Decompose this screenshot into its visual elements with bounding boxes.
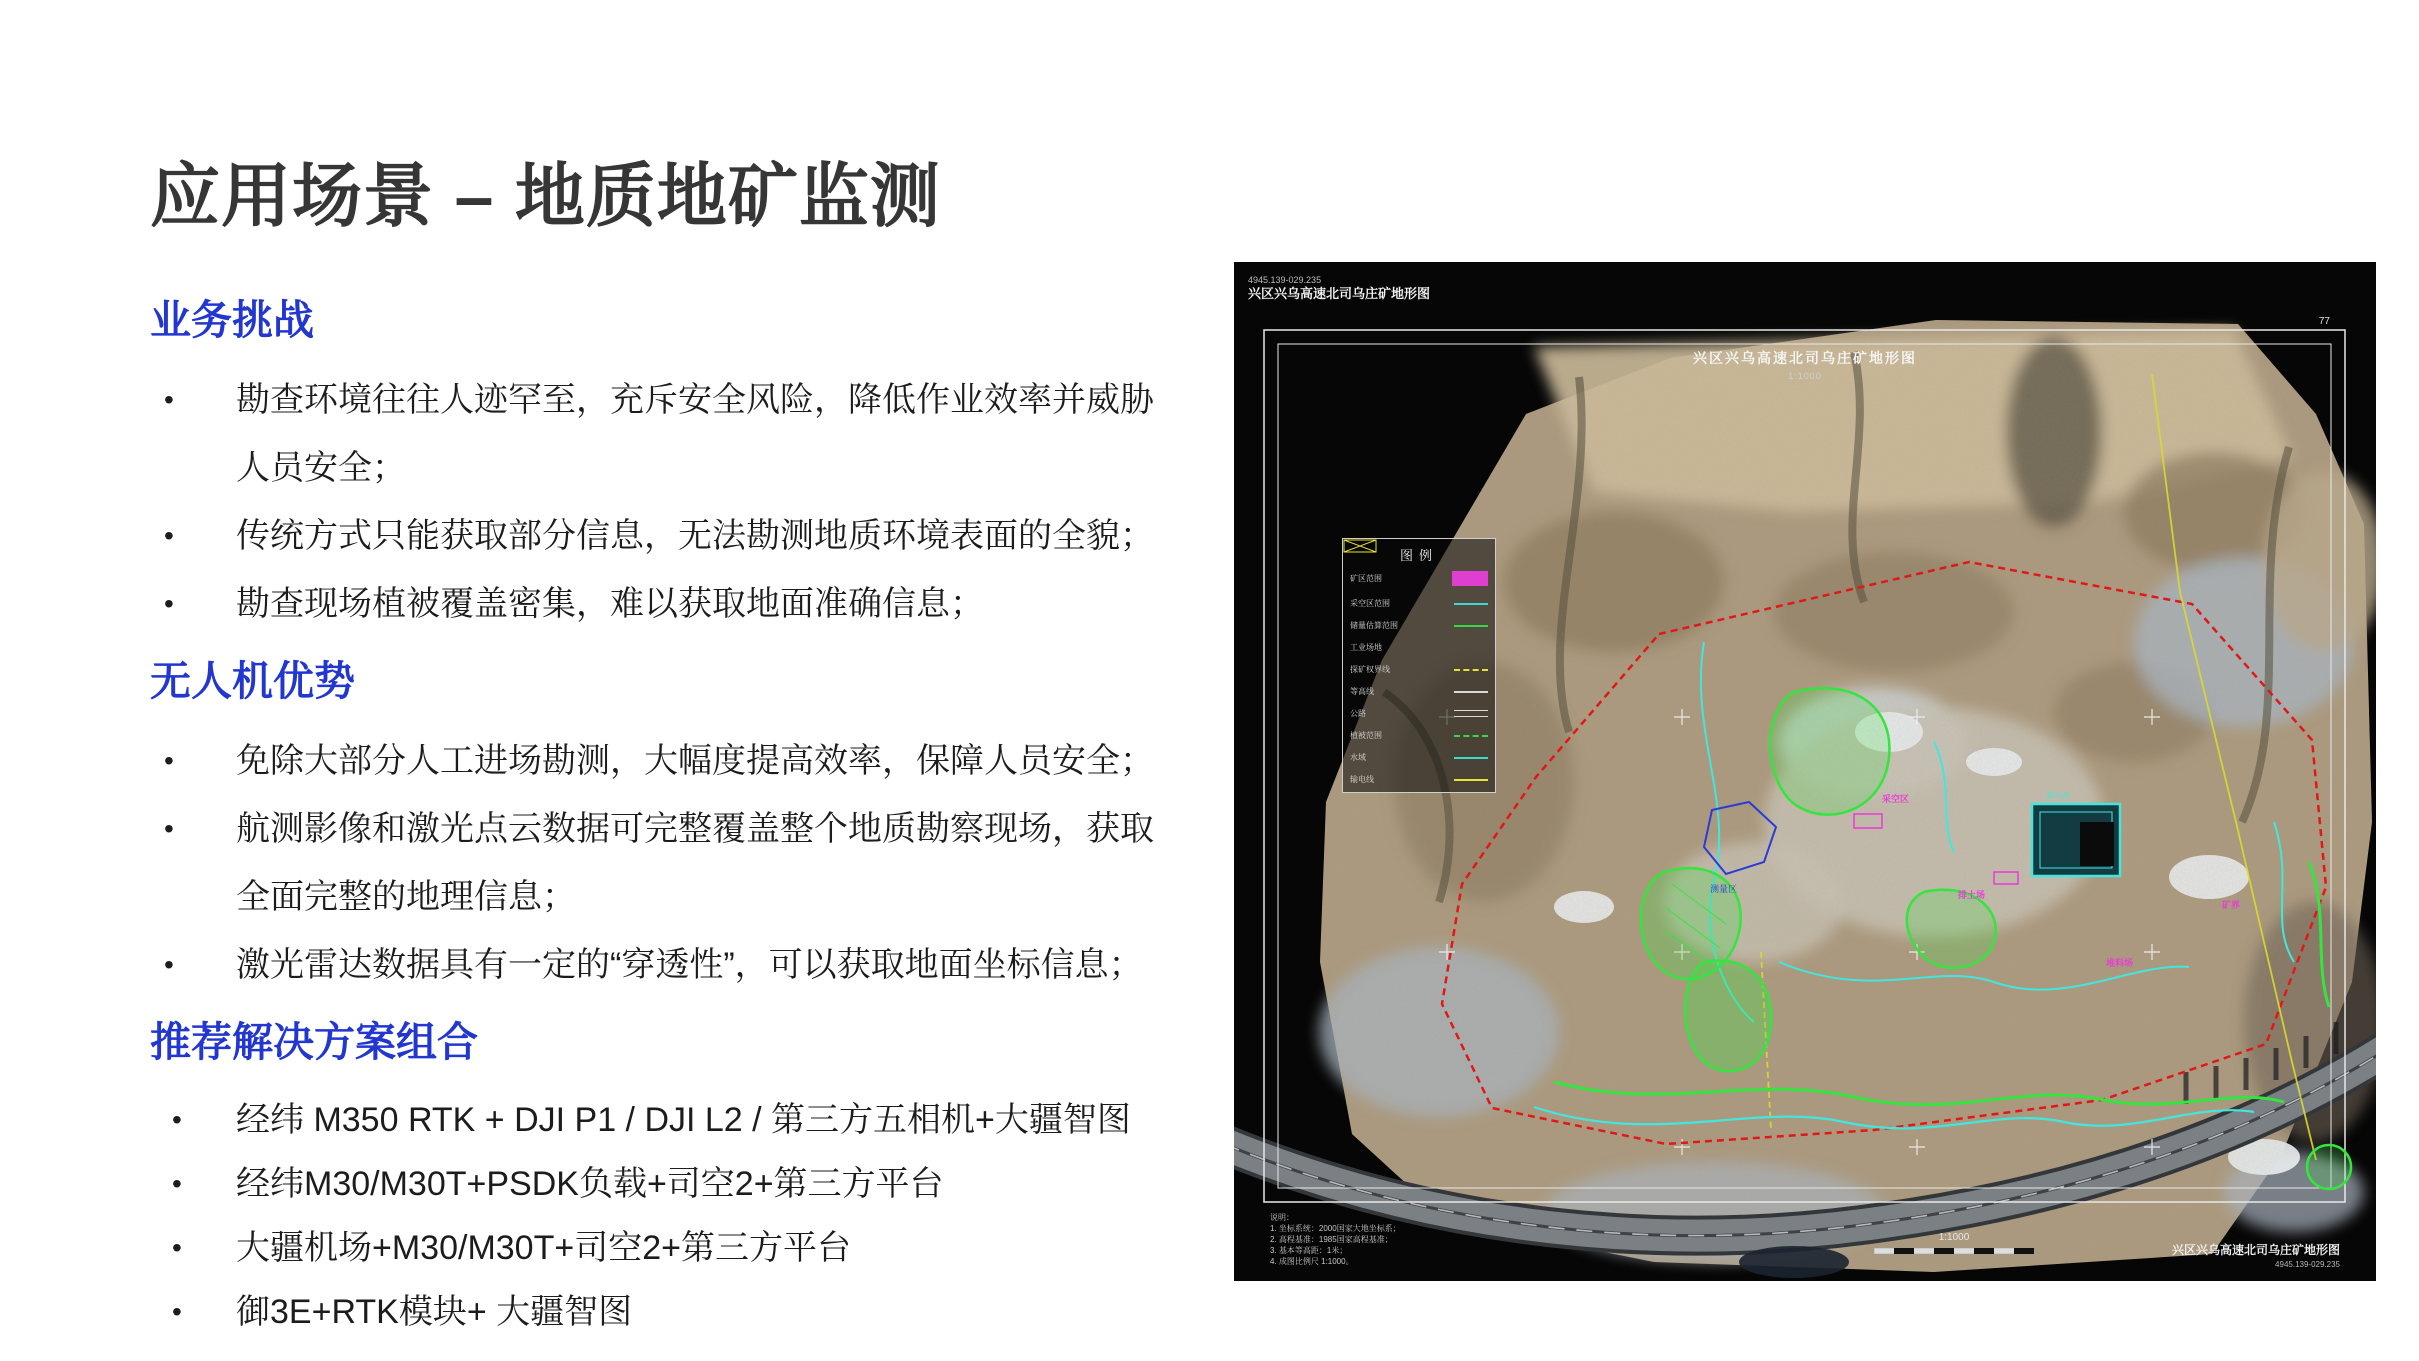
bullet-marker: • xyxy=(164,588,174,619)
bullet-item xyxy=(150,1088,1220,1152)
legend-swatch-road xyxy=(1454,710,1488,717)
map-corner-label xyxy=(1248,274,1430,300)
annotation-survey-area: 测量区 xyxy=(1710,884,1738,894)
map-sheet-number: 77 xyxy=(2318,316,2330,327)
legend-swatch-contour xyxy=(1454,691,1488,693)
map-bottom-right-title: 兴区兴乌高速北司乌庄矿地形图 xyxy=(2171,1243,2340,1257)
bullet-line: 经纬M30/M30T+PSDK负载+司空2+第三方平台 xyxy=(236,1165,944,1203)
map-note-line: 2. 高程基准：1985国家高程基准； xyxy=(1270,1235,1393,1244)
bullet-item xyxy=(150,1216,1220,1280)
legend-swatch-reserve xyxy=(1454,625,1488,627)
bullet-item xyxy=(150,931,1220,999)
annotation-mine-limit: 矿界 xyxy=(2222,900,2241,910)
bullet-item xyxy=(150,366,1220,502)
map-note-line: 1. 坐标系统：2000国家大地坐标系； xyxy=(1270,1224,1401,1233)
legend-swatch-powerline xyxy=(1454,779,1488,781)
legend-item: 等高线 xyxy=(1350,687,1488,696)
bullet-marker: • xyxy=(172,1232,182,1263)
bullet-item xyxy=(150,502,1220,570)
map-title-block xyxy=(1234,348,2376,381)
bullet-marker: • xyxy=(164,520,174,551)
dark-pit xyxy=(2080,822,2114,866)
legend-item: 采空区范围 xyxy=(1350,599,1488,608)
legend-swatch-mine-area xyxy=(1452,571,1488,586)
bullet-marker: • xyxy=(172,1168,182,1199)
bullet-group-drone-advantages xyxy=(150,727,1220,999)
bullet-line: 勘查环境往往人迹罕至，充斥安全风险，降低作业效率并威胁 xyxy=(236,381,1154,419)
legend-swatch-goaf xyxy=(1454,603,1488,605)
map-corner-title: 兴区兴乌高速北司乌庄矿地形图 xyxy=(1248,286,1431,301)
bullet-group-recommended-solutions xyxy=(150,1088,1220,1344)
legend-item: 公路 xyxy=(1350,709,1488,718)
bullet-line: 免除大部分人工进场勘测，大幅度提高效率，保障人员安全； xyxy=(236,742,1154,780)
bullet-line: 航测影像和激光点云数据可完整覆盖整个地质勘察现场，获取 xyxy=(236,810,1154,848)
map-bottom-right-label xyxy=(2172,1241,2340,1269)
map-sheet-code: 4945.139-029.235 xyxy=(1248,275,1322,285)
bullet-marker: • xyxy=(164,745,174,776)
annotation-stockyard: 堆料场 xyxy=(2106,958,2134,968)
bullet-line: 大疆机场+M30/M30T+司空2+第三方平台 xyxy=(236,1229,851,1267)
bullet-line: 勘查现场植被覆盖密集，难以获取地面准确信息； xyxy=(236,585,984,623)
legend-item: 水域 xyxy=(1350,753,1488,762)
bullet-item xyxy=(150,1280,1220,1344)
bullet-marker: • xyxy=(164,813,174,844)
legend-swatch-water xyxy=(1454,757,1488,759)
bullet-marker: • xyxy=(164,384,174,415)
map-note-line: 4. 成图比例尺 1:1000。 xyxy=(1270,1257,1354,1266)
legend-item: 输电线 xyxy=(1350,775,1488,784)
bullet-marker: • xyxy=(164,949,174,980)
section-heading-recommended-solutions: 推荐解决方案组合 xyxy=(150,1019,478,1065)
ortho-map-image xyxy=(1234,262,2376,1281)
bullet-line: 传统方式只能获取部分信息，无法勘测地质环境表面的全貌； xyxy=(236,517,1154,555)
bullet-marker: • xyxy=(172,1296,182,1327)
annotation-goaf: 采空区 xyxy=(1882,794,1910,804)
bullet-line: 激光雷达数据具有一定的“穿透性”，可以获取地面坐标信息； xyxy=(236,946,1143,984)
legend-item: 储量估算范围 xyxy=(1350,621,1488,630)
map-note-line: 说明： xyxy=(1270,1213,1294,1222)
section-heading-business-challenges: 业务挑战 xyxy=(150,297,314,343)
bullet-line: 御3E+RTK模块+ 大疆智图 xyxy=(236,1293,633,1331)
pond-below-road xyxy=(1739,1246,1849,1278)
map-note-line: 3. 基本等高距：1米； xyxy=(1270,1246,1348,1255)
legend-item: 矿区范围 xyxy=(1350,571,1488,586)
bullet-line: 人员安全； xyxy=(236,449,406,487)
map-title: 兴区兴乌高速北司乌庄矿地形图 xyxy=(1693,350,1917,366)
bullet-marker: • xyxy=(172,1104,182,1135)
bullet-item xyxy=(150,1152,1220,1216)
bullet-group-business-challenges xyxy=(150,366,1220,638)
map-bottom-right-code: 4945.139-029.235 xyxy=(2275,1260,2340,1269)
legend-swatch-vegetation xyxy=(1454,735,1488,737)
legend-item: 工业场地 xyxy=(1350,643,1488,652)
text-column xyxy=(150,140,1220,1350)
page-title: 应用场景 – 地质地矿监测 xyxy=(150,157,941,235)
legend-item: 植被范围 xyxy=(1350,731,1488,740)
bullet-item xyxy=(150,727,1220,795)
map-subtitle: 1:1000 xyxy=(1788,371,1822,381)
map-notes xyxy=(1270,1212,1401,1267)
bullet-line: 经纬 M350 RTK + DJI P1 / DJI L2 / 第三方五相机+大疆智图 xyxy=(236,1101,1131,1139)
legend-title: 图例 xyxy=(1399,548,1438,563)
map-legend xyxy=(1342,538,1496,793)
annotation-dump: 排土场 xyxy=(1958,890,1986,900)
bullet-item xyxy=(150,795,1220,931)
section-heading-drone-advantages: 无人机优势 xyxy=(150,658,355,704)
bullet-item xyxy=(150,570,1220,638)
legend-swatch-prospecting xyxy=(1454,669,1488,671)
legend-item: 探矿权界线 xyxy=(1350,665,1488,674)
bullet-line: 全面完整的地理信息； xyxy=(236,878,576,916)
scale-text: 1:1000 xyxy=(1938,1232,1970,1243)
annotation-reservoir: 蓄水池 xyxy=(2046,791,2070,800)
